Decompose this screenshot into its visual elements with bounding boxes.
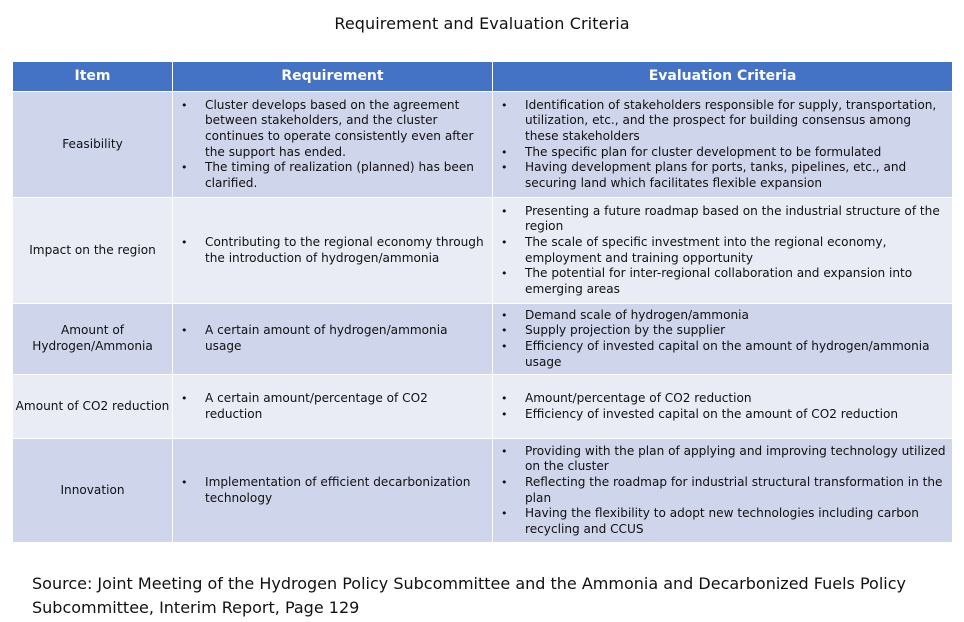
header-evaluation-criteria: Evaluation Criteria — [493, 62, 953, 92]
source-note: Source: Joint Meeting of the Hydrogen Policy Subcommittee and the Ammonia and Decarbonized Fuels Policy Subcommittee, Interim Report, Page 129 — [32, 574, 906, 617]
criteria-bullet: • Supply projection by the supplier — [493, 323, 952, 339]
row-item: Innovation — [13, 439, 173, 543]
criteria-table — [12, 61, 953, 543]
criteria-bullet: • Efficiency of invested capital on the amount of CO2 reduction — [493, 407, 952, 423]
row-requirements — [173, 375, 493, 439]
table-row — [13, 198, 953, 304]
table-row — [13, 375, 953, 439]
row-requirements — [173, 198, 493, 304]
requirement-bullet: • Contributing to the regional economy through the introduction of hydrogen/ammonia — [173, 235, 492, 266]
row-criteria — [493, 439, 953, 543]
row-criteria — [493, 375, 953, 439]
criteria-bullet: • Presenting a future roadmap based on the industrial structure of the region — [493, 204, 952, 235]
criteria-bullet: • The specific plan for cluster development to be formulated — [493, 145, 952, 161]
table-row — [13, 304, 953, 375]
criteria-bullet: • Having the flexibility to adopt new technologies including carbon recycling and CCUS — [493, 506, 952, 537]
requirement-bullet: • The timing of realization (planned) has been clarified. — [173, 160, 492, 191]
criteria-bullet: • Identification of stakeholders responsible for supply, transportation, utilization, etc., and the prospect for building consensus among these stakeholders — [493, 98, 952, 145]
row-requirements — [173, 439, 493, 543]
row-criteria — [493, 92, 953, 198]
table-row — [13, 439, 953, 543]
requirement-bullet: • A certain amount/percentage of CO2 reduction — [173, 391, 492, 422]
row-criteria — [493, 304, 953, 375]
criteria-bullet: • Providing with the plan of applying and improving technology utilized on the cluster — [493, 444, 952, 475]
criteria-bullet: • Having development plans for ports, tanks, pipelines, etc., and securing land which facilitates flexible expansion — [493, 160, 952, 191]
requirement-bullet: • Implementation of efficient decarbonization technology — [173, 475, 492, 506]
criteria-bullet: • Efficiency of invested capital on the amount of hydrogen/ammonia usage — [493, 339, 952, 370]
row-item: Amount of Hydrogen/Ammonia — [13, 304, 173, 375]
page-title: Requirement and Evaluation Criteria — [334, 14, 630, 33]
criteria-bullet: • Amount/percentage of CO2 reduction — [493, 391, 952, 407]
requirement-bullet: • Cluster develops based on the agreement between stakeholders, and the cluster continues to operate consistently even after the support has ended. — [173, 98, 492, 160]
row-requirements — [173, 304, 493, 375]
header-item: Item — [13, 62, 173, 92]
criteria-bullet: • The scale of specific investment into the regional economy, employment and training opportunity — [493, 235, 952, 266]
requirement-bullet: • A certain amount of hydrogen/ammonia usage — [173, 323, 492, 354]
row-item: Feasibility — [13, 92, 173, 198]
criteria-bullet: • Reflecting the roadmap for industrial structural transformation in the plan — [493, 475, 952, 506]
criteria-bullet: • Demand scale of hydrogen/ammonia — [493, 308, 952, 324]
row-item: Amount of CO2 reduction — [13, 375, 173, 439]
row-criteria — [493, 198, 953, 304]
table-row — [13, 92, 953, 198]
row-requirements — [173, 92, 493, 198]
row-item: Impact on the region — [13, 198, 173, 304]
criteria-bullet: • The potential for inter-regional collaboration and expansion into emerging areas — [493, 266, 952, 297]
header-requirement: Requirement — [173, 62, 493, 92]
table-header-row — [13, 62, 953, 92]
